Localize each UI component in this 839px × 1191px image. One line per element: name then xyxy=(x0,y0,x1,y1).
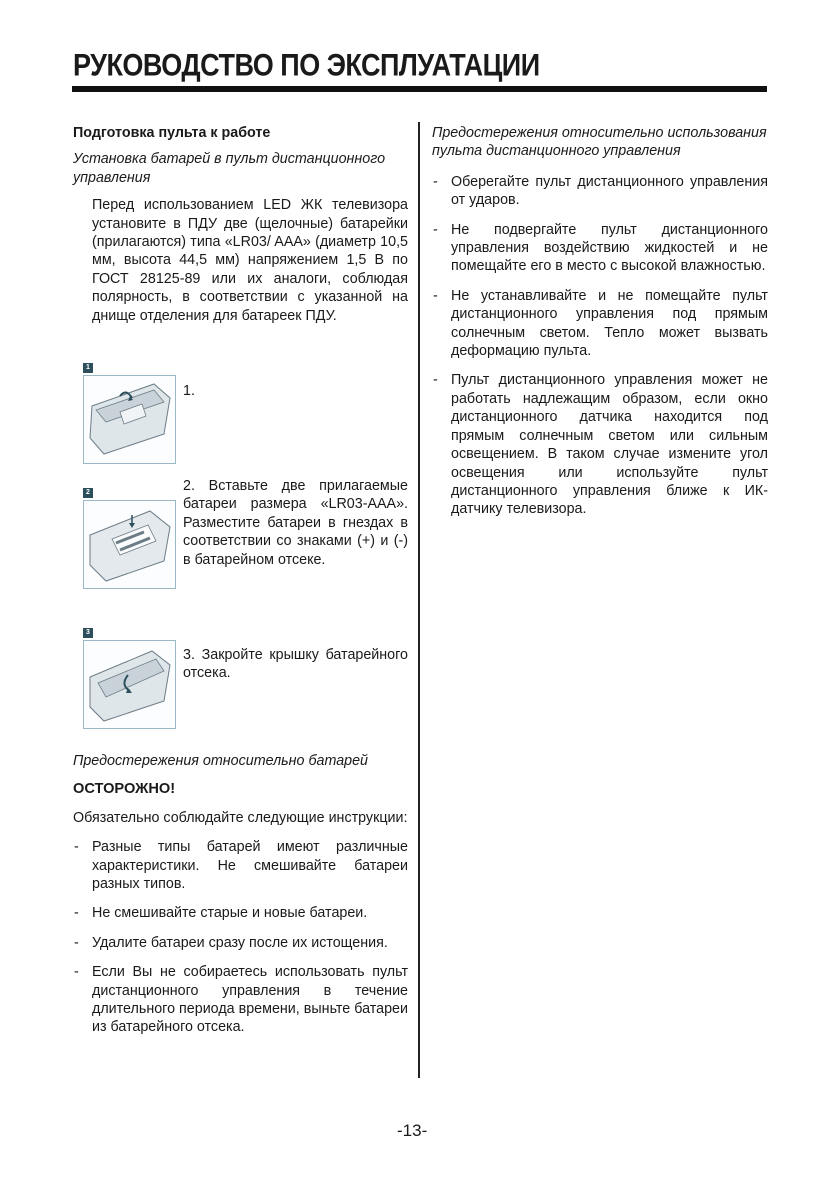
left-column-bottom xyxy=(73,752,408,1048)
list-item: - Не подвергайте пульт дистанционного управления воздействию жидкостей и не помещайте его в место с высокой влажностью. xyxy=(432,221,768,276)
battery-bullets xyxy=(73,838,408,1037)
install-intro-text: Перед использованием LED ЖК телевизора установите в ПДУ две (щелочные) батарейки (прилагаются) типа «LR03/ AAA» (диаметр 10,5 мм, высота 44,5 мм) напряжением 1,5 В по ГОСТ 28125-89 или их аналоги, соблюдая полярность, в соответствии с указанной на днище отделения для батареек ПДУ. xyxy=(92,197,408,324)
list-item: - Не устанавливайте и не помещайте пульт дистанционного управления под прямым солнечным светом. Тепло может вызвать деформацию пульта. xyxy=(432,287,768,361)
remote-open-cover-image xyxy=(83,375,176,464)
step-badge: 3 xyxy=(83,628,93,638)
list-item: - Удалите батареи сразу после их истощения. xyxy=(73,934,408,952)
step-badge: 2 xyxy=(83,488,93,498)
step-text: 1. xyxy=(183,383,195,399)
list-item: - Разные типы батарей имеют различные характеристики. Не смешивайте батареи разных типов. xyxy=(73,838,408,893)
remote-close-cover-image xyxy=(83,640,176,729)
list-item: - Не смешивайте старые и новые батареи. xyxy=(73,904,408,922)
remote-insert-batteries-image xyxy=(83,500,176,589)
list-item: - Оберегайте пульт дистанционного управления от ударов. xyxy=(432,173,768,210)
section-heading: Подготовка пульта к работе xyxy=(73,125,271,141)
caution-intro: Обязательно соблюдайте следующие инструкции: xyxy=(73,809,408,826)
right-column xyxy=(432,124,768,530)
list-item: - Пульт дистанционного управления может не работать надлежащим образом, если окно дистанционного датчика находится под прямым солнечным светом или сильным освещением. В таком случае измените угол освещения или используйте пульт дистанционного управления ближе к ИК- датчику телевизора. xyxy=(432,371,768,518)
column-divider xyxy=(418,122,420,1078)
page-number: -13- xyxy=(397,1121,428,1140)
step-text: 2. Вставьте две прилагаемые батареи размера «LR03-AAA». Разместите батареи в гнездах в соответствии со знаками (+) и (-) в батарейном отсеке. xyxy=(183,478,408,568)
install-subheading: Установка батарей в пульт дистанционного управления xyxy=(73,151,386,186)
remote-bullets xyxy=(432,173,768,519)
remote-precautions-subheading: Предостережения относительно использования пульта дистанционного управления xyxy=(432,125,767,160)
title-rule xyxy=(72,86,767,92)
step-text: 3. Закройте крышку батарейного отсека. xyxy=(183,647,408,682)
list-item: - Если Вы не собираетесь использовать пульт дистанционного управления в течение длительного периода времени, выньте батареи из батарейного отсека. xyxy=(73,963,408,1037)
page-title: РУКОВОДСТВО ПО ЭКСПЛУАТАЦИИ xyxy=(73,48,540,83)
battery-precautions-subheading: Предостережения относительно батарей xyxy=(73,753,369,769)
left-column-top xyxy=(73,124,408,325)
caution-label: ОСТОРОЖНО! xyxy=(73,781,176,798)
step-badge: 1 xyxy=(83,363,93,373)
